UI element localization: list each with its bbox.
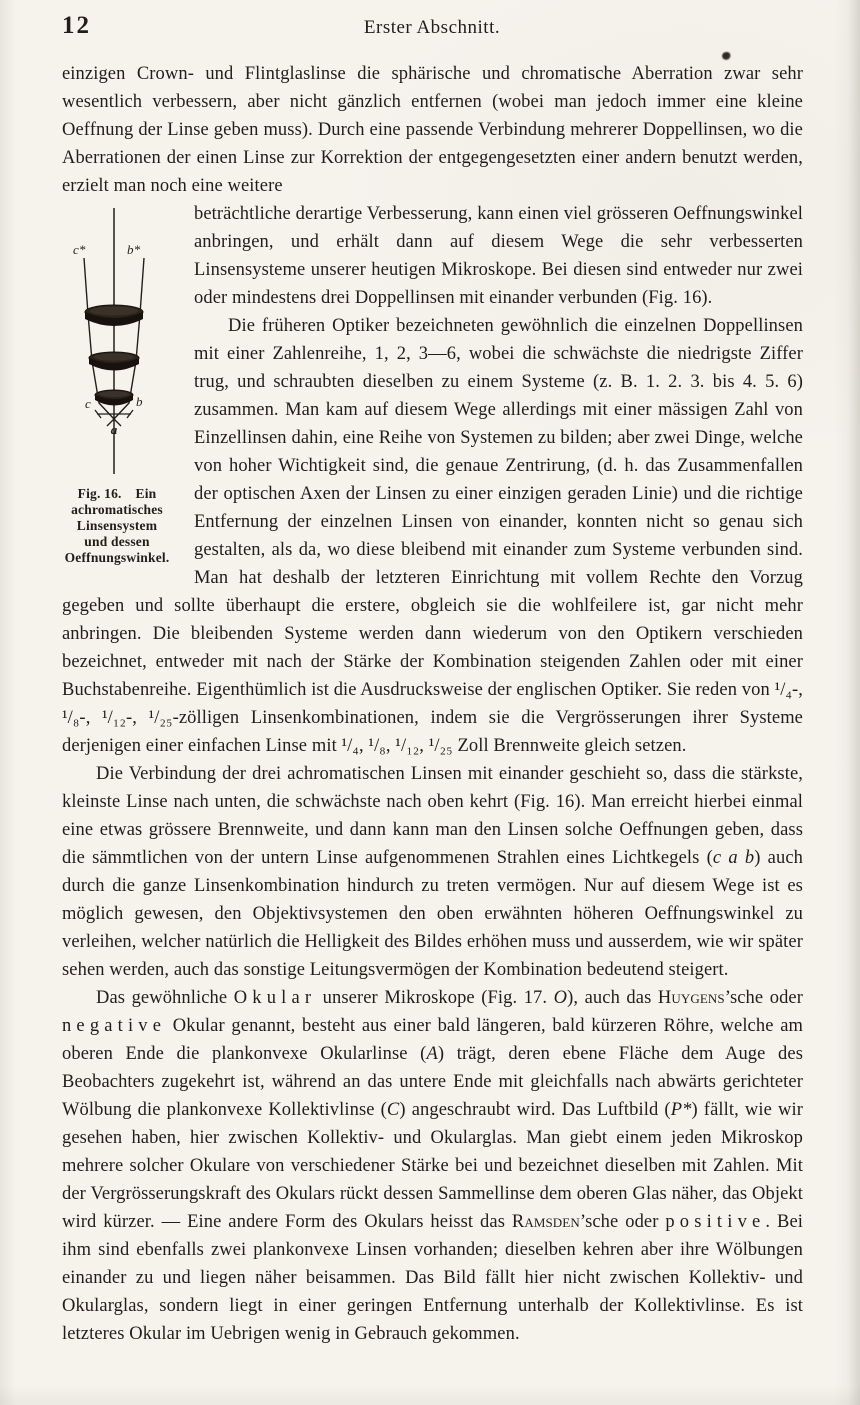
ink-speck: [722, 52, 731, 60]
paragraph-lens-combination: Die Verbindung der drei achromatischen Linsen mit einander geschieht so, dass die stärkste, kleinste Linse nach unten, die schwächste nach oben kehrt (Fig. 16). Man erreicht hierbei einmal eine etwas grössere Brennweite, und dann kann man den Linsen solche Oeffnungen geben, dass die sämmtlichen von der untern Linse aufgenommenen Strahlen eines Lichtkegels (c a b) auch durch die ganze Linsenkombination hindurch zu treten vermögen. Nur auf diesem Wege ist es möglich gewesen, den Objektivsystemen den oben erwähnten höheren Oeffnungswinkel zu verleihen, welcher natürlich die Helligkeit des Bildes erhöhen muss und ausserdem, wie wir später sehen werden, auch das sonstige Leitungsvermögen der Kombination bedeutend steigert.: [62, 764, 804, 980]
label-c-star: c*: [73, 242, 86, 257]
paragraph-continuation: einzigen Crown- und Flintglaslinse die sphärische und chromatische Aberration zwar sehr wesentlich verbessern, aber nicht gänzlich entfernen (wobei man jedoch immer eine kleine Oeffnung der Linse geben muss). Durch eine passende Verbindung mehrerer Doppellinsen, wo die Aberrationen der einen Linse zur Korrektion der entgegengesetzten einer andern benutzt werden, erzielt man noch eine weitere: [62, 64, 803, 196]
caption-line: und dessen: [84, 534, 150, 549]
page-number: 12: [62, 12, 91, 39]
figure-16-drawing: [61, 202, 173, 482]
caption-line: Linsensystem: [76, 518, 158, 533]
label-b-star: b*: [127, 242, 141, 257]
text-flow: [62, 200, 803, 1348]
caption-line: achromatisches: [71, 502, 163, 517]
caption-line: Fig. 16. Ein: [77, 486, 157, 501]
label-b: b: [136, 394, 143, 409]
running-header: Erster Abschnitt.: [363, 17, 501, 38]
paragraph-numbering-of-lenses: Die früheren Optiker bezeichneten gewöhnlich die einzelnen Doppellinsen mit einer Zahlenreihe, 1, 2, 3—6, wobei die schwächste die niedrigste Ziffer trug, und schraubten dieselben zu einem Systeme (z. B. 1. 2. 3. bis 4. 5. 6) zusammen. Man kam auf diesem Wege allerdings mit einer mässigen Zahl von Einzellinsen dahin, eine Reihe von Systemen zu bilden; aber zwei Dinge, welche von hoher Wichtigkeit sind, die genaue Zentrirung, (d. h. das Zusammenfallen der optischen Axen der Linsen zu einer einzigen geraden Linie) und die richtige Entfernung der einzelnen Linsen von einander, konnten nicht so genau sich gestalten, als da, wo diese bleibend mit einander zum Systeme verbunden sind. Man hat deshalb der letzteren Einrichtung mit vollem Rechte den Vorzug gegeben und sollte überhaupt die erstere, obgleich sie die wohlfeilere ist, gar nicht mehr anbringen. Die bleibenden Systeme werden dann wiederum von den Optikern verschieden bezeichnet, entweder mit nach der Stärke der Kombination steigenden Zahlen oder mit einer Buchstabenreihe. Eigenthümlich ist die Ausdrucksweise der englischen Optiker. Sie reden von ¹/₄-, ¹/₈-, ¹/₁₂-, ¹/₂₅-zölligen Linsenkombinationen, indem sie die Vergrösserungen ihrer Systeme derjenigen einer einfachen Linse mit ¹/₄, ¹/₈, ¹/₁₂, ¹/₂₅ Zoll Brennweite gleich setzen.: [62, 316, 803, 756]
caption-line: Oeffnungswinkel.: [64, 550, 170, 565]
label-c: c: [85, 396, 91, 411]
lens-top: [85, 305, 143, 326]
figure-16: [58, 202, 176, 566]
paragraph-okular: Das gewöhnliche Okular unserer Mikroskope (Fig. 17. O), auch das Huygens’sche oder negative Okular genannt, besteht aus einer bald längeren, bald kürzeren Röhre, welche am oberen Ende die plankonvexe Okularlinse (A) trägt, deren ebene Fläche dem Auge des Beobachters zugekehrt ist, während an das untere Ende mit gleichfalls nach abwärts gerichteter Wölbung die plankonvexe Kollektivlinse (C) angeschraubt wird. Das Luftbild (P*) fällt, wie wir gesehen haben, hier zwischen Kollektiv- und Okularglas. Man giebt einem jeden Mikroskop mehrere solcher Okulare von verschiedener Stärke bei und bezeichnet dieselben mit Zahlen. Mit der Vergrösserungskraft des Okulars rückt dessen Sammellinse dem oberen Glas näher, das Objekt wird kürzer. — Eine andere Form des Okulars heisst das Ramsden’sche oder positive. Bei ihm sind ebenfalls zwei plankonvexe Linsen vorhanden; dieselben kehren aber ihre Wölbungen einander zu und liegen näher beisammen. Das Bild fällt hier nicht zwischen Kollektiv- und Okularglas, sondern liegt in einer geringen Entfernung unterhalb der Kollektivlinse. Es ist letzteres Okular im Uebrigen wenig in Gebrauch gekommen.: [62, 988, 804, 1344]
page-body: [62, 60, 803, 1348]
lens-middle: [89, 352, 139, 371]
running-head: [62, 12, 802, 44]
paragraph-continuation-wrapped: beträchtliche derartige Verbesserung, kann einen viel grösseren Oeffnungswinkel anbringen, und erhält dann auf diesem Wege die sehr verbesserten Linsensysteme unserer heutigen Mikroskope. Bei diesen sind entweder nur zwei oder mindestens drei Doppellinsen mit einander verbunden (Fig. 16).: [194, 204, 803, 308]
label-a: a: [110, 422, 118, 437]
figure-16-caption: [58, 486, 176, 566]
lens-bottom: [95, 390, 133, 406]
